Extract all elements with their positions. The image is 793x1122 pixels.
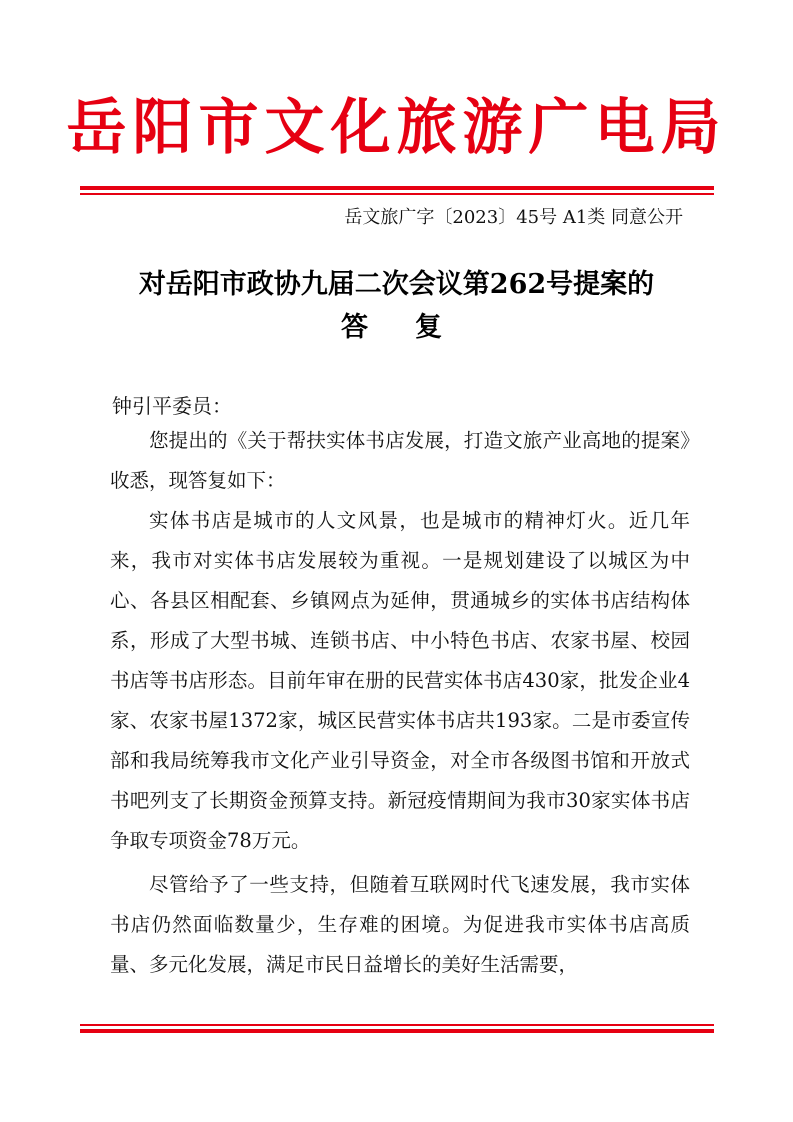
letterhead-title: 岳阳市文化旅游广电局 xyxy=(66,93,727,163)
document-title-line2: 答 复 xyxy=(341,312,452,343)
letterhead-rule-thick xyxy=(80,186,714,190)
paragraph-text: 尽管给予了一些支持，但随着互联网时代飞速发展，我市实体书店仍然面临数量少，生存难的困境。为促进我市实体书店高质量、多元化发展，满足市民日益增长的美好生活需要， xyxy=(110,873,690,976)
footer-rule-thin xyxy=(80,1024,714,1026)
body-paragraph-3 xyxy=(110,865,690,985)
salutation: 钟引平委员： xyxy=(112,394,232,418)
document-number: 岳文旅广字〔2023〕45号 A1类 同意公开 xyxy=(344,207,683,228)
letterhead-rule-thin xyxy=(80,193,714,195)
footer-rule-thick xyxy=(80,1029,714,1033)
body-paragraph-1 xyxy=(110,421,690,501)
document-title-line1: 对岳阳市政协九届二次会议第262号提案的 xyxy=(138,269,655,300)
paragraph-text: 您提出的《关于帮扶实体书店发展，打造文旅产业高地的提案》收悉，现答复如下： xyxy=(110,429,690,492)
paragraph-text: 实体书店是城市的人文风景，也是城市的精神灯火。近几年来，我市对实体书店发展较为重视。一是规划建设了以城区为中心、各县区相配套、乡镇网点为延伸，贯通城乡的实体书店结构体系，形成了大型书城、连锁书店、中小特色书店、农家书屋、校园书店等书店形态。目前年审在册的民营实体书店430家，批发企业4家、农家书屋1372家，城区民营实体书店共193家。二是市委宣传部和我局统筹我市文化产业引导资金，对全市各级图书馆和开放式书吧列支了长期资金预算支持。新冠疫情期间为我市30家实体书店争取专项资金78万元。 xyxy=(110,509,690,852)
body-paragraph-2 xyxy=(110,501,690,861)
